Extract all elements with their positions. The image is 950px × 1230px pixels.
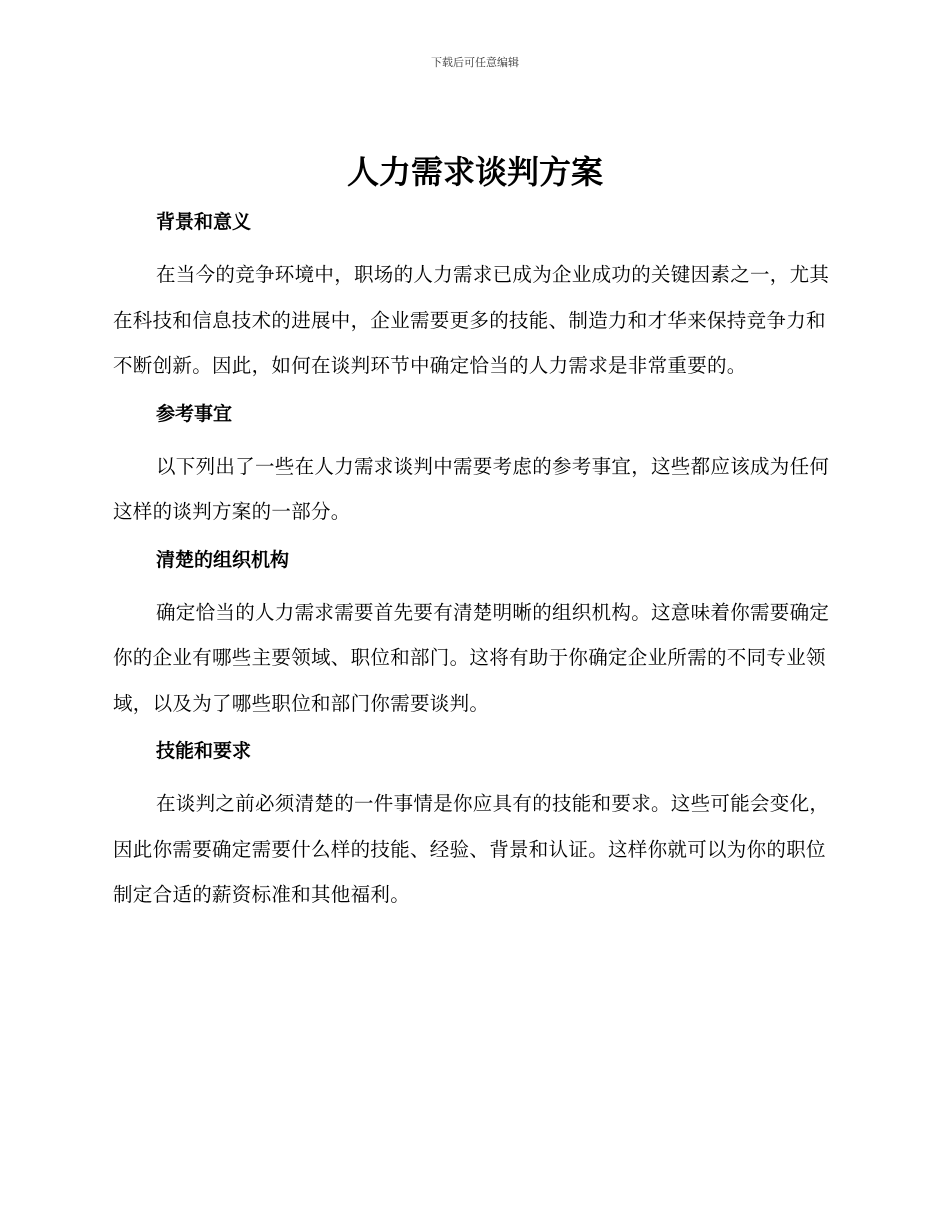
section-heading: 技能和要求: [156, 740, 252, 762]
header-note: 下载后可任意编辑: [431, 56, 519, 69]
section-heading: 背景和意义: [156, 211, 252, 233]
section-skills: [113, 735, 833, 918]
document-body: [113, 206, 833, 918]
section-paragraph: 确定恰当的人力需求需要首先要有清楚明晰的组织机构。这意味着你需要确定你的企业有哪些主要领域、职位和部门。这将有助于你确定企业所需的不同专业领域，以及为了哪些职位和部门你需要谈判。: [113, 600, 830, 715]
document-title: 人力需求谈判方案: [346, 153, 603, 191]
section-heading: 参考事宜: [156, 402, 233, 425]
section-paragraph: 在谈判之前必须清楚的一件事情是你应具有的技能和要求。这些可能会变化，因此你需要确定需要什么样的技能、经验、背景和认证。这样你就可以为你的职位制定合适的薪资标准和其他福利。: [113, 792, 830, 906]
section-organization: [113, 544, 833, 736]
section-heading: 清楚的组织机构: [156, 548, 290, 571]
section-background: [113, 206, 833, 398]
section-paragraph: 在当今的竞争环境中，职场的人力需求已成为企业成功的关键因素之一，尤其在科技和信息技术的进展中，企业需要更多的技能、制造力和才华来保持竞争力和不断创新。因此，如何在谈判环节中确定恰当的人力需求是非常重要的。: [113, 263, 830, 377]
section-references: [113, 398, 833, 544]
section-paragraph: 以下列出了一些在人力需求谈判中需要考虑的参考事宜，这些都应该成为任何这样的谈判方案的一部分。: [113, 454, 830, 523]
